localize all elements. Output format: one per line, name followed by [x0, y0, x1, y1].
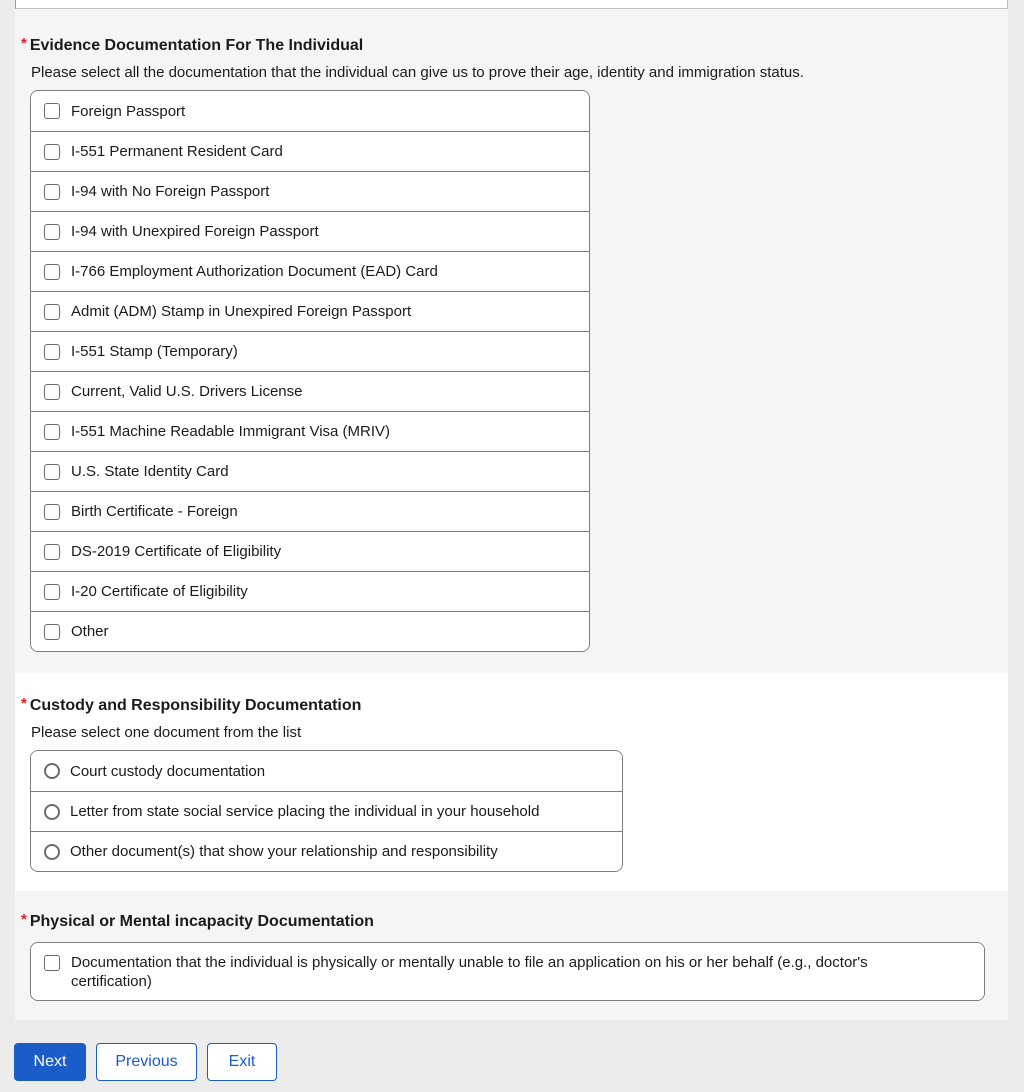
checkbox-option-row[interactable]: [31, 411, 589, 451]
checkbox-option-label: Documentation that the individual is physically or mentally unable to file an application on his or her behalf (e.g., doctor's certification): [71, 954, 868, 990]
next-button[interactable]: Next: [14, 1043, 86, 1081]
checkbox-unchecked-icon[interactable]: [44, 344, 60, 360]
checkbox-option-label: I-766 Employment Authorization Document (EAD) Card: [71, 263, 438, 280]
incapacity-checkbox-group: [30, 942, 985, 1001]
radio-unselected-icon[interactable]: [44, 804, 60, 820]
checkbox-option-label: I-551 Permanent Resident Card: [71, 143, 283, 160]
custody-radio-group: [30, 750, 623, 872]
checkbox-option-row[interactable]: [31, 291, 589, 331]
previous-button[interactable]: Previous: [96, 1043, 197, 1081]
checkbox-option-row[interactable]: [31, 331, 589, 371]
checkbox-option-row[interactable]: [31, 531, 589, 571]
checkbox-unchecked-icon[interactable]: [44, 464, 60, 480]
checkbox-option-row[interactable]: [31, 131, 589, 171]
checkbox-unchecked-icon[interactable]: [44, 224, 60, 240]
form-navigation: [14, 1043, 277, 1081]
checkbox-option-label: I-551 Stamp (Temporary): [71, 343, 238, 360]
section-title-evidence: [21, 9, 1008, 55]
evidence-checkbox-group: [30, 90, 590, 652]
checkbox-option-label: I-94 with Unexpired Foreign Passport: [71, 223, 319, 240]
section-title-custody: [21, 673, 1008, 715]
checkbox-option-label: Current, Valid U.S. Drivers License: [71, 383, 303, 400]
radio-option-label: Court custody documentation: [70, 762, 266, 780]
section-title-text: Physical or Mental incapacity Documentation: [29, 913, 374, 930]
checkbox-option-label: U.S. State Identity Card: [71, 463, 229, 480]
checkbox-unchecked-icon[interactable]: [44, 304, 60, 320]
checkbox-option-row[interactable]: [31, 171, 589, 211]
checkbox-option-row[interactable]: [31, 451, 589, 491]
section-incapacity-documentation: [15, 891, 1008, 1020]
section-evidence-documentation: [15, 9, 1008, 673]
checkbox-option-label: Other: [71, 623, 109, 640]
section-help-text: Please select one document from the list: [31, 724, 302, 741]
checkbox-option-label: I-94 with No Foreign Passport: [71, 183, 270, 200]
checkbox-unchecked-icon[interactable]: [44, 103, 60, 119]
checkbox-option-row[interactable]: [31, 611, 589, 651]
previous-card-bottom-edge: [15, 0, 1008, 9]
checkbox-option-label: Admit (ADM) Stamp in Unexpired Foreign Passport: [71, 303, 412, 320]
checkbox-option-label: Foreign Passport: [71, 102, 186, 120]
checkbox-option-label: I-551 Machine Readable Immigrant Visa (MRIV): [71, 423, 391, 440]
radio-option-label: Other document(s) that show your relationship and responsibility: [70, 843, 498, 860]
checkbox-unchecked-icon[interactable]: [44, 424, 60, 440]
checkbox-unchecked-icon[interactable]: [44, 184, 60, 200]
checkbox-option-label: Birth Certificate - Foreign: [71, 503, 238, 520]
radio-option-row[interactable]: [31, 791, 622, 831]
checkbox-unchecked-icon[interactable]: [44, 544, 60, 560]
checkbox-option-row[interactable]: [31, 571, 589, 611]
checkbox-unchecked-icon[interactable]: [44, 584, 60, 600]
radio-unselected-icon[interactable]: [44, 763, 60, 779]
checkbox-option-row[interactable]: [31, 943, 984, 1000]
checkbox-option-row[interactable]: [31, 91, 589, 131]
radio-option-row[interactable]: [31, 831, 622, 871]
radio-option-label: Letter from state social service placing the individual in your household: [70, 803, 540, 820]
checkbox-option-row[interactable]: [31, 491, 589, 531]
checkbox-unchecked-icon[interactable]: [44, 264, 60, 280]
checkbox-unchecked-icon[interactable]: [44, 504, 60, 520]
section-title-incapacity: [21, 891, 1008, 931]
checkbox-unchecked-icon[interactable]: [44, 144, 60, 160]
checkbox-unchecked-icon[interactable]: [44, 624, 60, 640]
radio-option-row[interactable]: [31, 751, 622, 791]
checkbox-option-label: I-20 Certificate of Eligibility: [71, 583, 248, 600]
radio-unselected-icon[interactable]: [44, 844, 60, 860]
section-title-text: Evidence Documentation For The Individual: [29, 37, 364, 54]
checkbox-unchecked-icon[interactable]: [44, 955, 60, 971]
required-asterisk: *: [21, 911, 27, 928]
section-custody-documentation: [15, 673, 1008, 891]
required-asterisk: *: [21, 695, 27, 712]
required-asterisk: *: [21, 35, 27, 52]
checkbox-option-row[interactable]: [31, 371, 589, 411]
section-title-text: Custody and Responsibility Documentation: [29, 697, 362, 714]
checkbox-unchecked-icon[interactable]: [44, 384, 60, 400]
exit-button[interactable]: Exit: [207, 1043, 277, 1081]
checkbox-option-row[interactable]: [31, 211, 589, 251]
checkbox-option-row[interactable]: [31, 251, 589, 291]
section-help-text: Please select all the documentation that the individual can give us to prove their age, identity and immigration status.: [31, 64, 804, 81]
checkbox-option-label: DS-2019 Certificate of Eligibility: [71, 543, 282, 560]
